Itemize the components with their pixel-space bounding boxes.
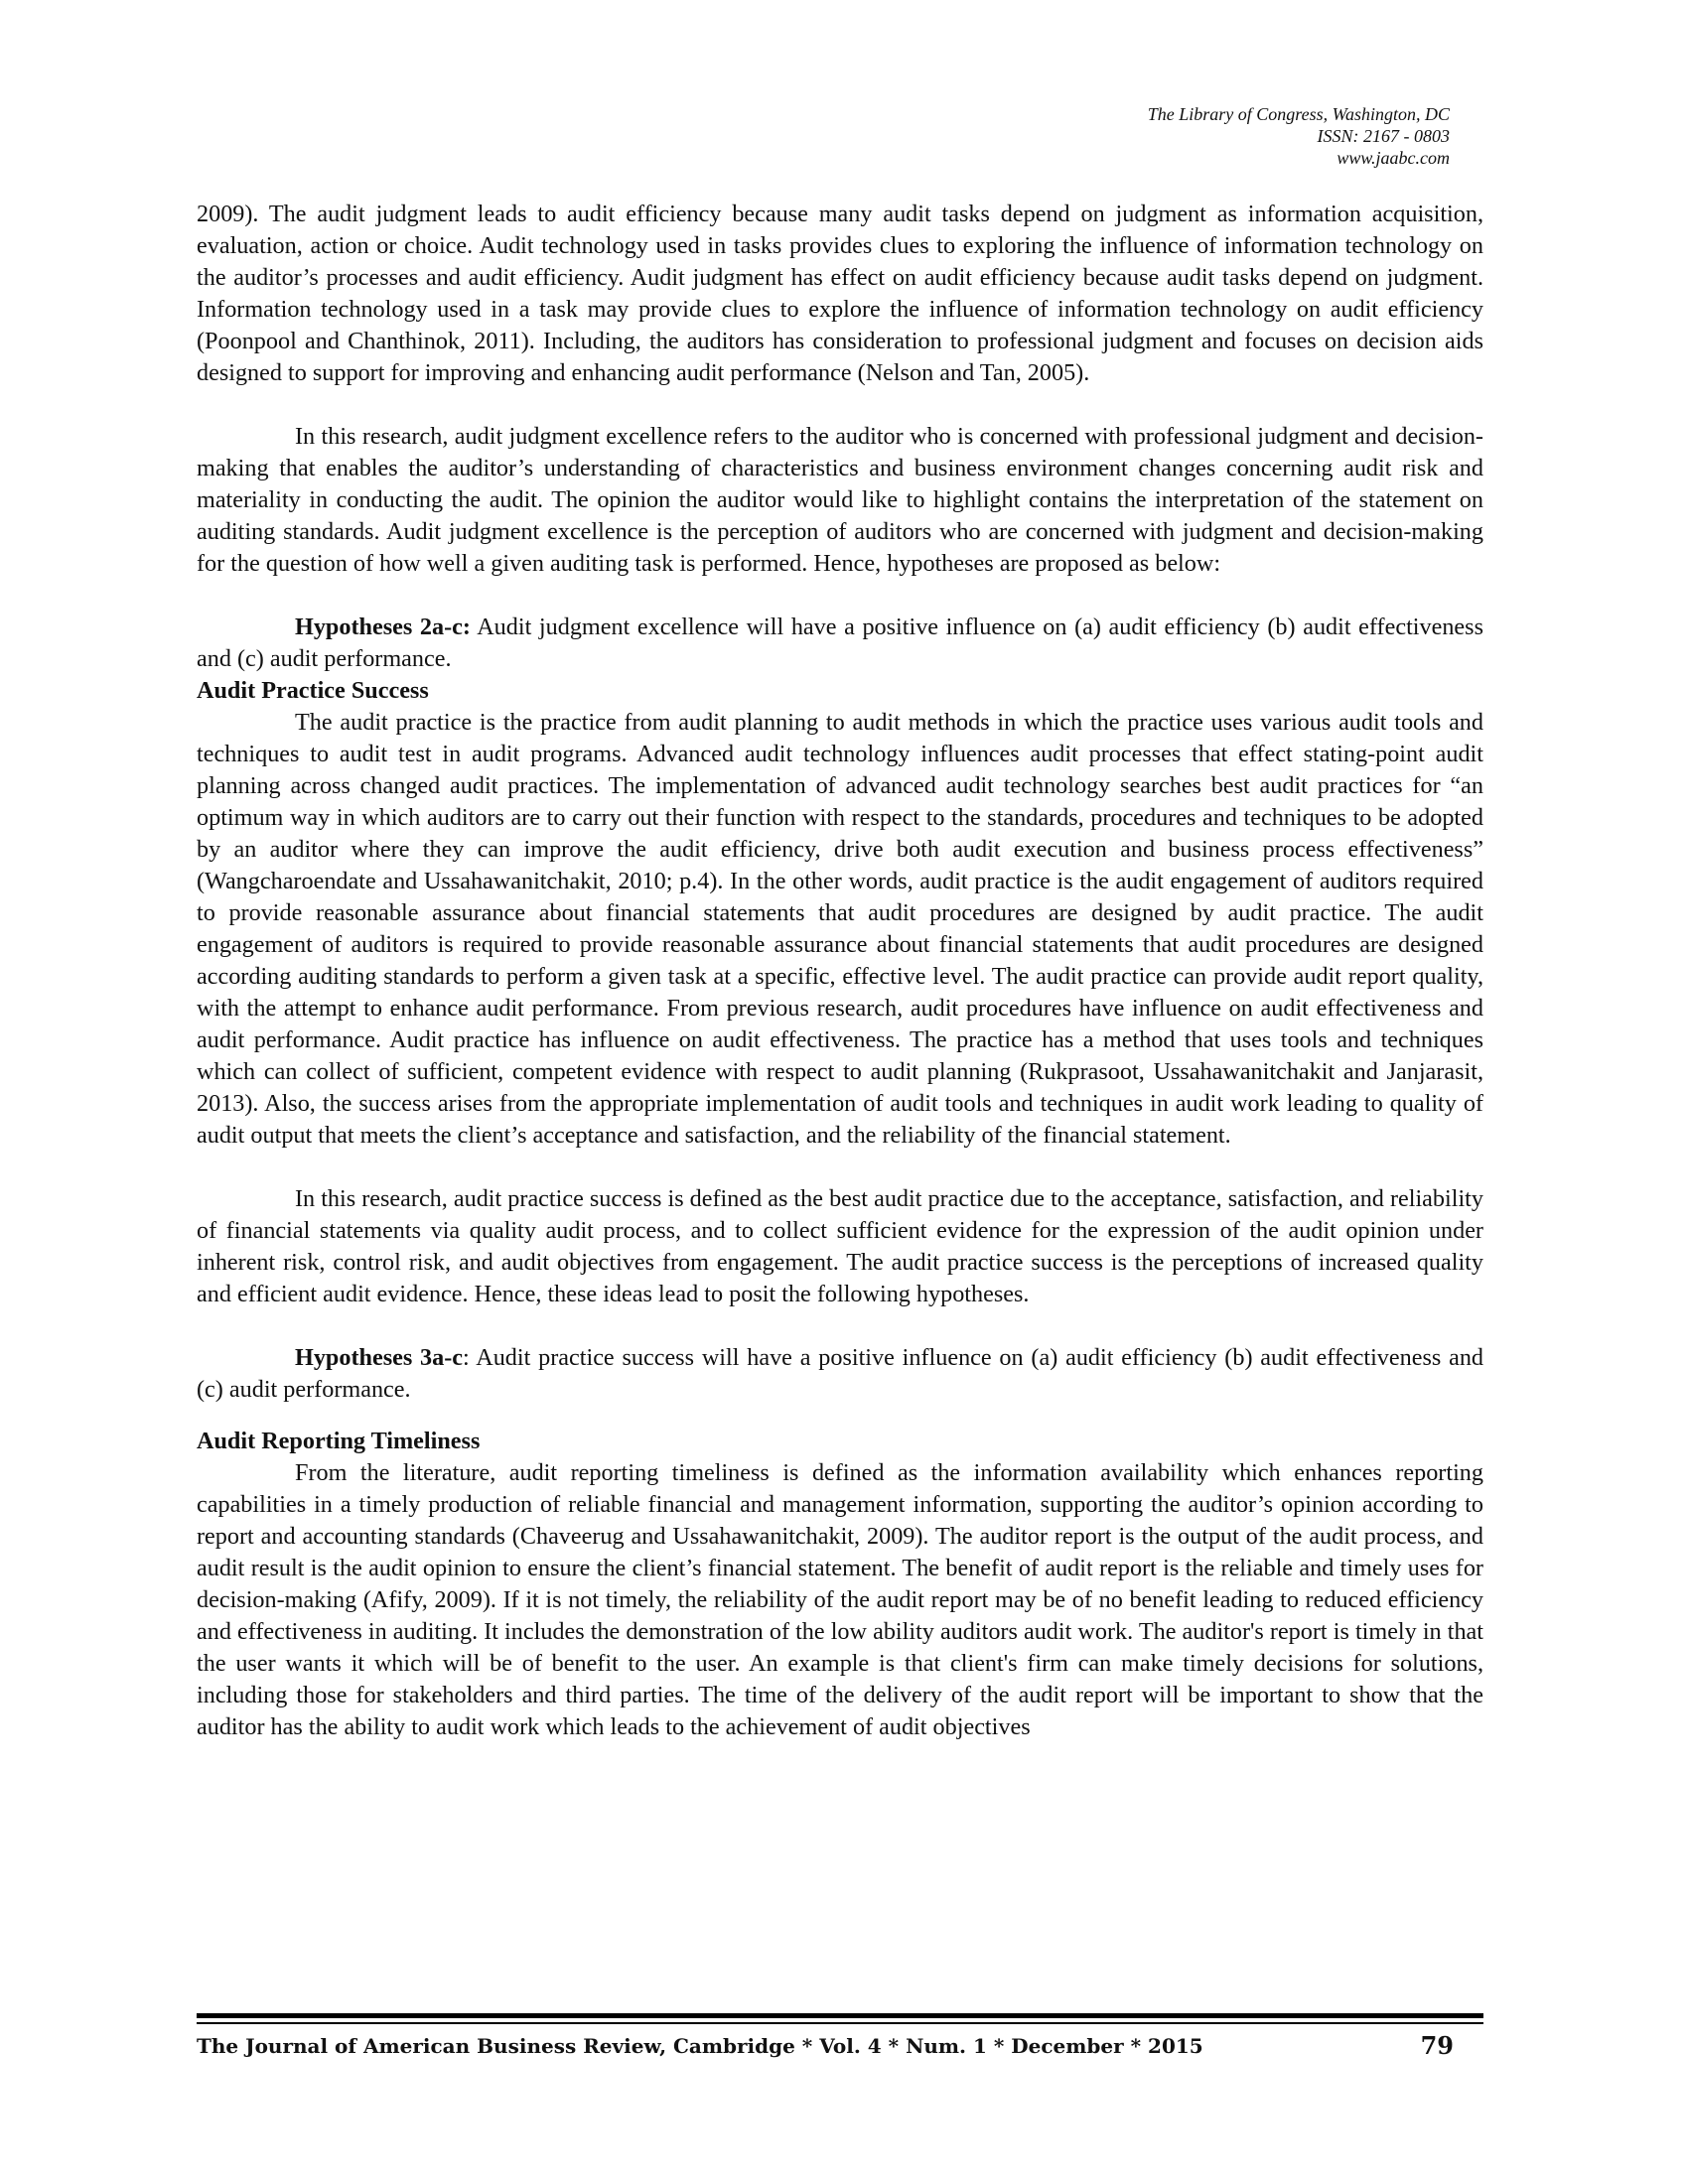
- hypothesis-2-label: Hypotheses 2a-c:: [295, 614, 471, 640]
- hypothesis-2-text: Audit judgment excellence will have a positive influence on (a) audit efficiency (b) audit effectiveness and (c) audit performance.: [197, 614, 1483, 672]
- header-issn: ISSN: 2167 - 0803: [1317, 126, 1450, 146]
- hypothesis-3-label: Hypotheses 3a-c: [295, 1344, 464, 1371]
- section-heading-reporting-timeliness: Audit Reporting Timeliness: [197, 1428, 481, 1454]
- hypothesis-2: [197, 612, 1483, 675]
- paragraph-reporting-timeliness: From the literature, audit reporting timeliness is defined as the information availability which enhances reporting capabilities in a timely production of reliable financial and management information, supporting the auditor’s opinion according to report and accounting standards (Chaveerug and Ussahawanitchakit, 2009). The auditor report is the output of the audit process, and audit result is the audit opinion to ensure the client’s financial statement. The benefit of audit report is the reliable and timely uses for decision-making (Afify, 2009). If it is not timely, the reliability of the audit report may be of no benefit leading to reduced efficiency and effectiveness in auditing. It includes the demonstration of the low ability auditors audit work. The auditor's report is timely in that the user wants it which will be of benefit to the user. An example is that client's firm can make timely decisions for solutions, including those for stakeholders and third parties. The time of the delivery of the audit report will be important to show that the auditor has the ability to audit work which leads to the achievement of audit objectives: [197, 1459, 1483, 1740]
- paragraph-judgment-definition: In this research, audit judgment excellence refers to the auditor who is concerned with professional judgment and decision-making that enables the auditor’s understanding of characteristics and business environment changes concerning audit risk and materiality in conducting the audit. The opinion the auditor would like to highlight contains the interpretation of the statement on auditing standards. Audit judgment excellence is the perception of auditors who are concerned with judgment and decision-making for the question of how well a given auditing task is performed. Hence, hypotheses are proposed as below:: [197, 423, 1483, 577]
- paragraph-practice-definition: In this research, audit practice success is defined as the best audit practice due to the acceptance, satisfaction, and reliability of financial statements via quality audit process, and to collect sufficient evidence for the expression of the audit opinion under inherent risk, control risk, and audit objectives from engagement. The audit practice success is the perceptions of increased quality and efficient audit evidence. Hence, these ideas lead to posit the following hypotheses.: [197, 1185, 1483, 1307]
- footer-rule-thin: [197, 2022, 1483, 2024]
- header-library: The Library of Congress, Washington, DC: [1147, 104, 1450, 124]
- footer-journal-citation: The Journal of American Business Review, Cambridge * Vol. 4 * Num. 1 * December * 2015: [197, 2034, 1203, 2058]
- footer-rule-thick: [197, 2013, 1483, 2018]
- page-footer: [197, 2030, 1483, 2062]
- paragraph-audit-practice: The audit practice is the practice from audit planning to audit methods in which the practice uses various audit tools and techniques to audit test in audit programs. Advanced audit technology influences audit processes that effect stating-point audit planning across changed audit practices. The implementation of advanced audit technology searches best audit practices for “an optimum way in which auditors are to carry out their function with respect to the standards, procedures and techniques to be adopted by an auditor where they can improve the audit efficiency, drive both audit execution and business process effectiveness” (Wangcharoendate and Ussahawanitchakit, 2010; p.4). In the other words, audit practice is the audit engagement of auditors required to provide reasonable assurance about financial statements that audit procedures are designed by audit practice. The audit engagement of auditors is required to provide reasonable assurance about financial statements that audit procedures are designed according auditing standards to perform a given task at a specific, effective level. The audit practice can provide audit report quality, with the attempt to enhance audit performance. From previous research, audit procedures have influence on audit effectiveness and audit performance. Audit practice has influence on audit effectiveness. The practice has a method that uses tools and techniques which can collect of sufficient, competent evidence with respect to audit planning (Rukprasoot, Ussahawanitchakit and Janjarasit, 2013). Also, the success arises from the appropriate implementation of audit tools and techniques in audit work leading to quality of audit output that meets the client’s acceptance and satisfaction, and the reliability of the financial statement.: [197, 709, 1483, 1149]
- page-header: [1148, 103, 1450, 169]
- paragraph-continuation: 2009). The audit judgment leads to audit efficiency because many audit tasks depend on judgment as information acquisition, evaluation, action or choice. Audit technology used in tasks provides clues to exploring the influence of information technology on the auditor’s processes and audit efficiency. Audit judgment has effect on audit efficiency because audit tasks depend on judgment. Information technology used in a task may provide clues to explore the influence of information technology on audit efficiency (Poonpool and Chanthinok, 2011). Including, the auditors has consideration to professional judgment and focuses on decision aids designed to support for improving and enhancing audit performance (Nelson and Tan, 2005).: [197, 201, 1483, 386]
- section-heading-audit-practice: Audit Practice Success: [197, 677, 429, 704]
- hypothesis-3-text: : Audit practice success will have a positive influence on (a) audit efficiency (b) audit effectiveness and (c) audit performance.: [197, 1344, 1484, 1403]
- header-website: www.jaabc.com: [1336, 148, 1450, 168]
- page-number: 79: [1420, 2031, 1454, 2060]
- article-body: [197, 199, 1483, 1743]
- hypothesis-3: [197, 1342, 1483, 1406]
